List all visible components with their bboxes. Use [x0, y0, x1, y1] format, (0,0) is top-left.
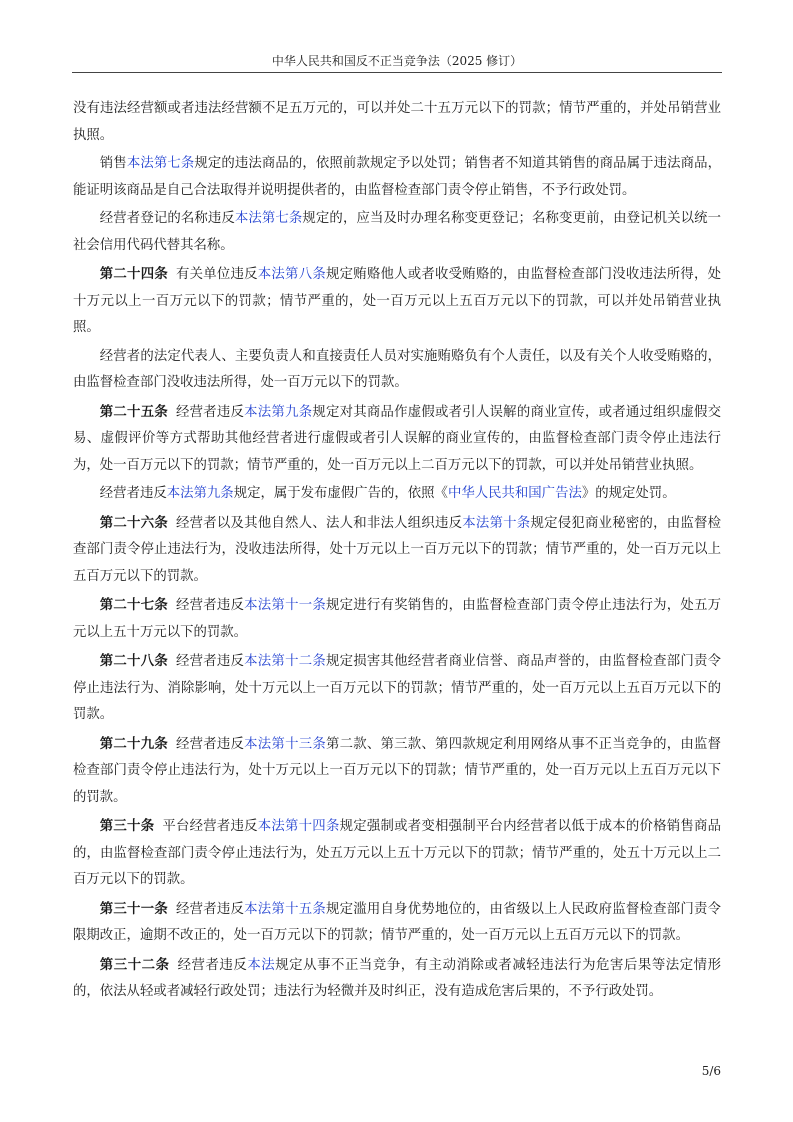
- paragraph-text: 规定滥用自身优势地位的，由省级以上人民政府监督检查部门责令限期改正，逾期不改正的，处一百万元以下的罚款；情节严重的，处一百万元以上五百万元以下的罚款。: [73, 901, 722, 943]
- article-paragraph: [73, 261, 721, 342]
- paragraph-text: 规定进行有奖销售的，由监督检查部门责令停止违法行为，处五万元以上五十万元以下的罚款。: [73, 598, 722, 640]
- law-reference-link[interactable]: 本法第十一条: [244, 598, 326, 613]
- article-paragraph: [73, 592, 721, 646]
- paragraph-text: 销售: [99, 156, 127, 171]
- law-reference-link[interactable]: 本法第七条: [126, 156, 195, 171]
- paragraph: [73, 96, 721, 149]
- paragraph: [73, 151, 721, 204]
- law-reference-link[interactable]: 本法: [247, 957, 276, 973]
- document-body: [73, 96, 721, 1008]
- article-number: 第二十五条: [99, 403, 168, 420]
- law-reference-link[interactable]: 本法第八条: [257, 267, 326, 282]
- page-number: 5/6: [701, 1064, 721, 1078]
- article-number: 第三十条: [99, 818, 155, 834]
- paragraph-text: 经营者违反: [176, 654, 245, 669]
- paragraph: [73, 481, 721, 508]
- article-paragraph: [73, 952, 721, 1006]
- article-number: 第三十一条: [99, 900, 168, 917]
- article-number: 第二十八条: [99, 653, 168, 669]
- law-reference-link[interactable]: 本法第七条: [234, 211, 303, 226]
- law-reference-link[interactable]: 本法第十四条: [257, 819, 340, 834]
- law-reference-link[interactable]: 本法第九条: [244, 404, 313, 420]
- paragraph-text: 规定的，应当及时办理名称变更登记；名称变更前，由登记机关以统一社会信用代码代替其名称。: [73, 211, 722, 253]
- law-reference-link[interactable]: 本法第九条: [166, 486, 234, 501]
- law-reference-link[interactable]: 本法第十三条: [244, 736, 326, 752]
- paragraph-text: 有关单位违反: [176, 267, 258, 282]
- paragraph-text: 经营者违反: [177, 957, 248, 973]
- paragraph-text: 平台经营者违反: [162, 819, 258, 834]
- law-reference-link[interactable]: 本法第十二条: [244, 654, 326, 669]
- paragraph-text: 第二款、第三款、第四款规定利用网络从事不正当竞争的，由监督检查部门责令停止违法行为，处十万元以上一百万元以下的罚款；情节严重的，处一百万元以上五百万元以下的罚款。: [73, 736, 722, 805]
- paragraph-text: 经营者违反: [176, 901, 245, 917]
- article-paragraph: [73, 648, 721, 729]
- paragraph: [73, 344, 721, 397]
- article-number: 第二十九条: [99, 735, 168, 752]
- article-paragraph: [73, 510, 721, 591]
- article-paragraph: [73, 813, 721, 894]
- article-number: 第三十二条: [99, 956, 170, 973]
- article-number: 第二十七条: [99, 597, 168, 613]
- paragraph-text: 经营者违反: [176, 598, 245, 613]
- paragraph-text: 没有违法经营额或者违法经营额不足五万元的，可以并处二十五万元以下的罚款；情节严重的，并处吊销营业执照。: [73, 101, 721, 143]
- article-paragraph: [73, 731, 721, 812]
- document-title: 中华人民共和国反不正当竞争法（2025 修订）: [271, 54, 523, 68]
- header-divider: [72, 72, 722, 73]
- law-reference-link[interactable]: 中华人民共和国广告法: [447, 486, 582, 501]
- paragraph-text: 规定对其商品作虚假或者引人误解的商业宣传，或者通过组织虚假交易、虚假评价等方式帮助其他经营者进行虚假或者引人误解的商业宣传的，由监督检查部门责令停止违法行为，处一百万元以下的罚款；情节严重的，处一百万元以上二百万元以下的罚款，可以并处吊销营业执照。: [73, 404, 722, 473]
- article-paragraph: [73, 896, 721, 950]
- paragraph-text: 经营者违反: [176, 404, 245, 420]
- paragraph-text: 规定强制或者变相强制平台内经营者以低于成本的价格销售商品的，由监督检查部门责令停止违法行为，处五万元以上五十万元以下的罚款；情节严重的，处五十万元以上二百万元以下的罚款。: [73, 819, 722, 887]
- paragraph-text: 规定贿赂他人或者收受贿赂的，由监督检查部门没收违法所得，处十万元以上一百万元以下的罚款；情节严重的，处一百万元以上五百万元以下的罚款，可以并处吊销营业执照。: [73, 267, 722, 335]
- law-reference-link[interactable]: 本法第十五条: [244, 901, 326, 917]
- paragraph-text: 经营者的法定代表人、主要负责人和直接责任人员对实施贿赂负有个人责任，以及有关个人收受贿赂的，由监督检查部门没收违法所得，处一百万元以下的罚款。: [73, 348, 721, 390]
- paragraph-text: 》的规定处罚。: [581, 486, 676, 501]
- article-number: 第二十六条: [99, 514, 168, 531]
- article-paragraph: [73, 399, 721, 480]
- paragraph-text: 规定从事不正当竞争，有主动消除或者减轻违法行为危害后果等法定情形的，依法从轻或者减轻行政处罚；违法行为轻微并及时纠正，没有造成危害后果的，不予行政处罚。: [73, 957, 722, 999]
- page-header: [72, 52, 722, 69]
- paragraph-text: 经营者以及其他自然人、法人和非法人组织违反: [176, 515, 463, 531]
- paragraph-text: 经营者违反: [176, 736, 245, 752]
- paragraph-text: 规定的违法商品的，依照前款规定予以处罚；销售者不知道其销售的商品属于违法商品，能证明该商品是自己合法取得并说明提供者的，由监督检查部门责令停止销售，不予行政处罚。: [73, 156, 722, 198]
- paragraph: [73, 206, 721, 259]
- article-number: 第二十四条: [99, 266, 168, 282]
- paragraph-text: 规定损害其他经营者商业信誉、商品声誉的，由监督检查部门责令停止违法行为、消除影响，处十万元以上一百万元以下的罚款；情节严重的，处一百万元以上五百万元以下的罚款。: [73, 654, 722, 722]
- paragraph-text: 经营者违反: [99, 486, 167, 501]
- paragraph-text: 规定，属于发布虚假广告的，依照《: [233, 486, 448, 501]
- law-reference-link[interactable]: 本法第十条: [462, 515, 531, 531]
- paragraph-text: 规定侵犯商业秘密的，由监督检查部门责令停止违法行为，没收违法所得，处十万元以上一百万元以下的罚款；情节严重的，处一百万元以上五百万元以下的罚款。: [73, 515, 722, 584]
- paragraph-text: 经营者登记的名称违反: [99, 211, 235, 226]
